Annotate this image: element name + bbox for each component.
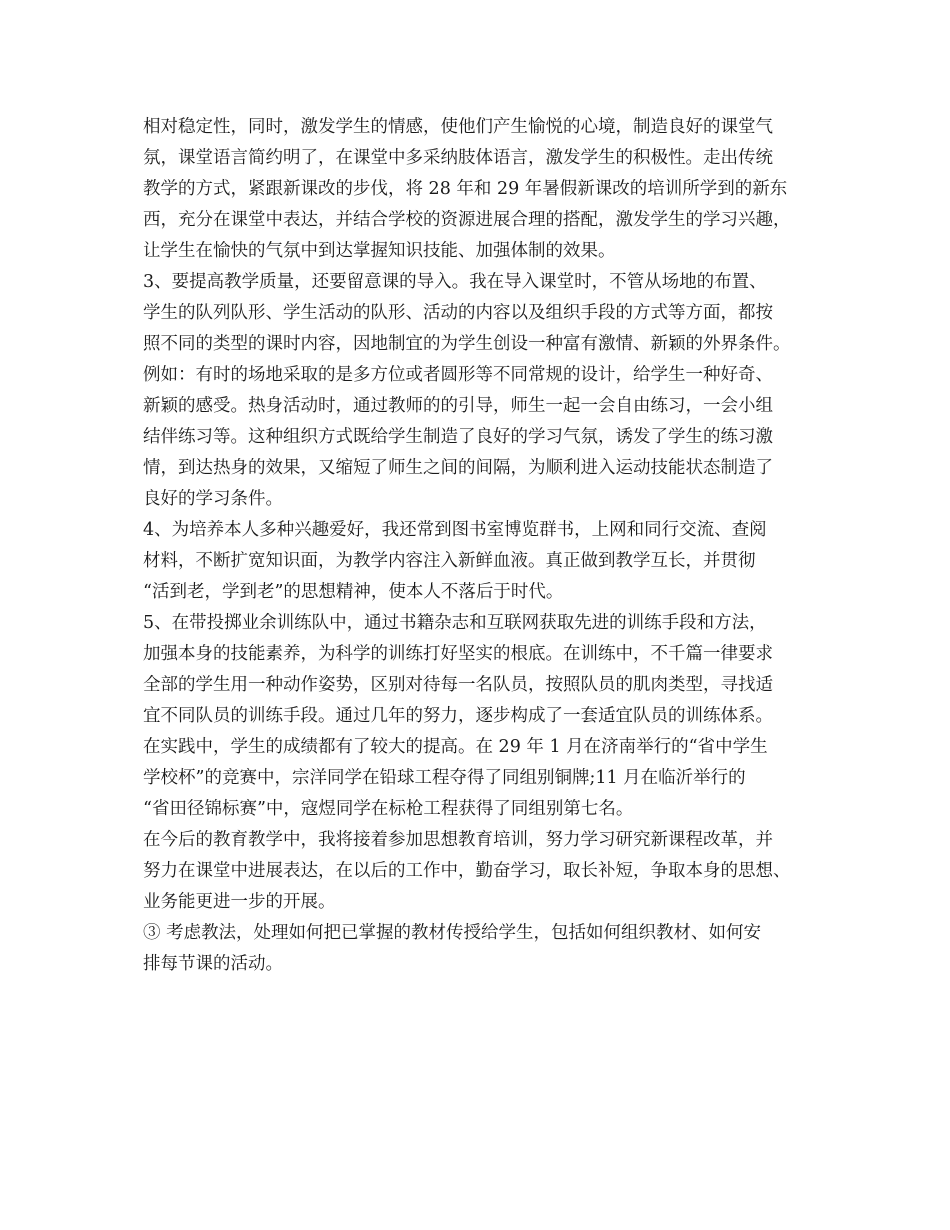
text-line: 情，到达热身的效果，又缩短了师生之间的间隔，为顺利进入运动技能状态制造了 <box>143 458 773 478</box>
text-line: 在实践中，学生的成绩都有了较大的提高。在 29 年 1 月在济南举行的“省中学生 <box>143 737 768 757</box>
text-line: 学生的队列队形、学生活动的队形、活动的内容以及组织手段的方式等方面，都按 <box>143 303 773 323</box>
text-line: 教学的方式，紧跟新课改的步伐，将 28 年和 29 年暑假新课改的培训所学到的新东 <box>143 179 788 199</box>
text-line: 排每节课的活动。 <box>143 954 283 974</box>
text-line: 材料，不断扩宽知识面，为教学内容注入新鲜血液。真正做到教学互长，并贯彻 <box>143 551 756 571</box>
text-line: 宜不同队员的训练手段。通过几年的努力，逐步构成了一套适宜队员的训练体系。 <box>143 706 773 726</box>
text-line: 让学生在愉快的气氛中到达掌握知识技能、加强体制的效果。 <box>143 241 616 261</box>
text-line: 业务能更进一步的开展。 <box>143 892 336 912</box>
text-line: 在今后的教育教学中，我将接着参加思想教育培训，努力学习研究新课程改革，并 <box>143 830 773 850</box>
text-line: 学校杯”的竞赛中，宗洋同学在铅球工程夺得了同组别铜牌;11 月在临沂举行的 <box>143 768 746 788</box>
text-line: ③ 考虑教法，处理如何把已掌握的教材传授给学生，包括如何组织教材、如何安 <box>143 923 762 943</box>
text-line: 3、要提高教学质量，还要留意课的导入。我在导入课堂时，不管从场地的布置、 <box>143 272 767 292</box>
text-line: 相对稳定性，同时，激发学生的情感，使他们产生愉悦的心境，制造良好的课堂气 <box>143 117 773 137</box>
text-line: 5、在带投掷业余训练队中，通过书籍杂志和互联网获取先进的训练手段和方法， <box>143 613 767 633</box>
text-line: “活到老，学到老”的思想精神，使本人不落后于时代。 <box>143 582 564 602</box>
text-line: 西，充分在课堂中表达，并结合学校的资源进展合理的搭配，激发学生的学习兴趣， <box>143 210 791 230</box>
text-line: 照不同的类型的课时内容，因地制宜的为学生创设一种富有激情、新颖的外界条件。 <box>143 334 791 354</box>
text-line: 4、为培养本人多种兴趣爱好，我还常到图书室博览群书，上网和同行交流、查阅 <box>143 520 767 540</box>
text-line: 氛，课堂语言简约明了，在课堂中多采纳肢体语言，激发学生的积极性。走出传统 <box>143 148 773 168</box>
text-line: 结伴练习等。这种组织方式既给学生制造了良好的学习气氛，诱发了学生的练习激 <box>143 427 773 447</box>
text-line: 新颖的感受。热身活动时，通过教师的的引导，师生一起一会自由练习，一会小组 <box>143 396 773 416</box>
text-line: 全部的学生用一种动作姿势，区别对待每一名队员，按照队员的肌肉类型，寻找适 <box>143 675 773 695</box>
document-body <box>143 112 823 980</box>
text-line: “省田径锦标赛”中，寇煜同学在标枪工程获得了同组别第七名。 <box>143 799 634 819</box>
text-line: 良好的学习条件。 <box>143 489 283 509</box>
text-line: 例如：有时的场地采取的是多方位或者圆形等不同常规的设计，给学生一种好奇、 <box>143 365 773 385</box>
text-line: 加强本身的技能素养，为科学的训练打好坚实的根底。在训练中，不千篇一律要求 <box>143 644 773 664</box>
text-line: 努力在课堂中进展表达，在以后的工作中，勤奋学习，取长补短，争取本身的思想、 <box>143 861 791 881</box>
